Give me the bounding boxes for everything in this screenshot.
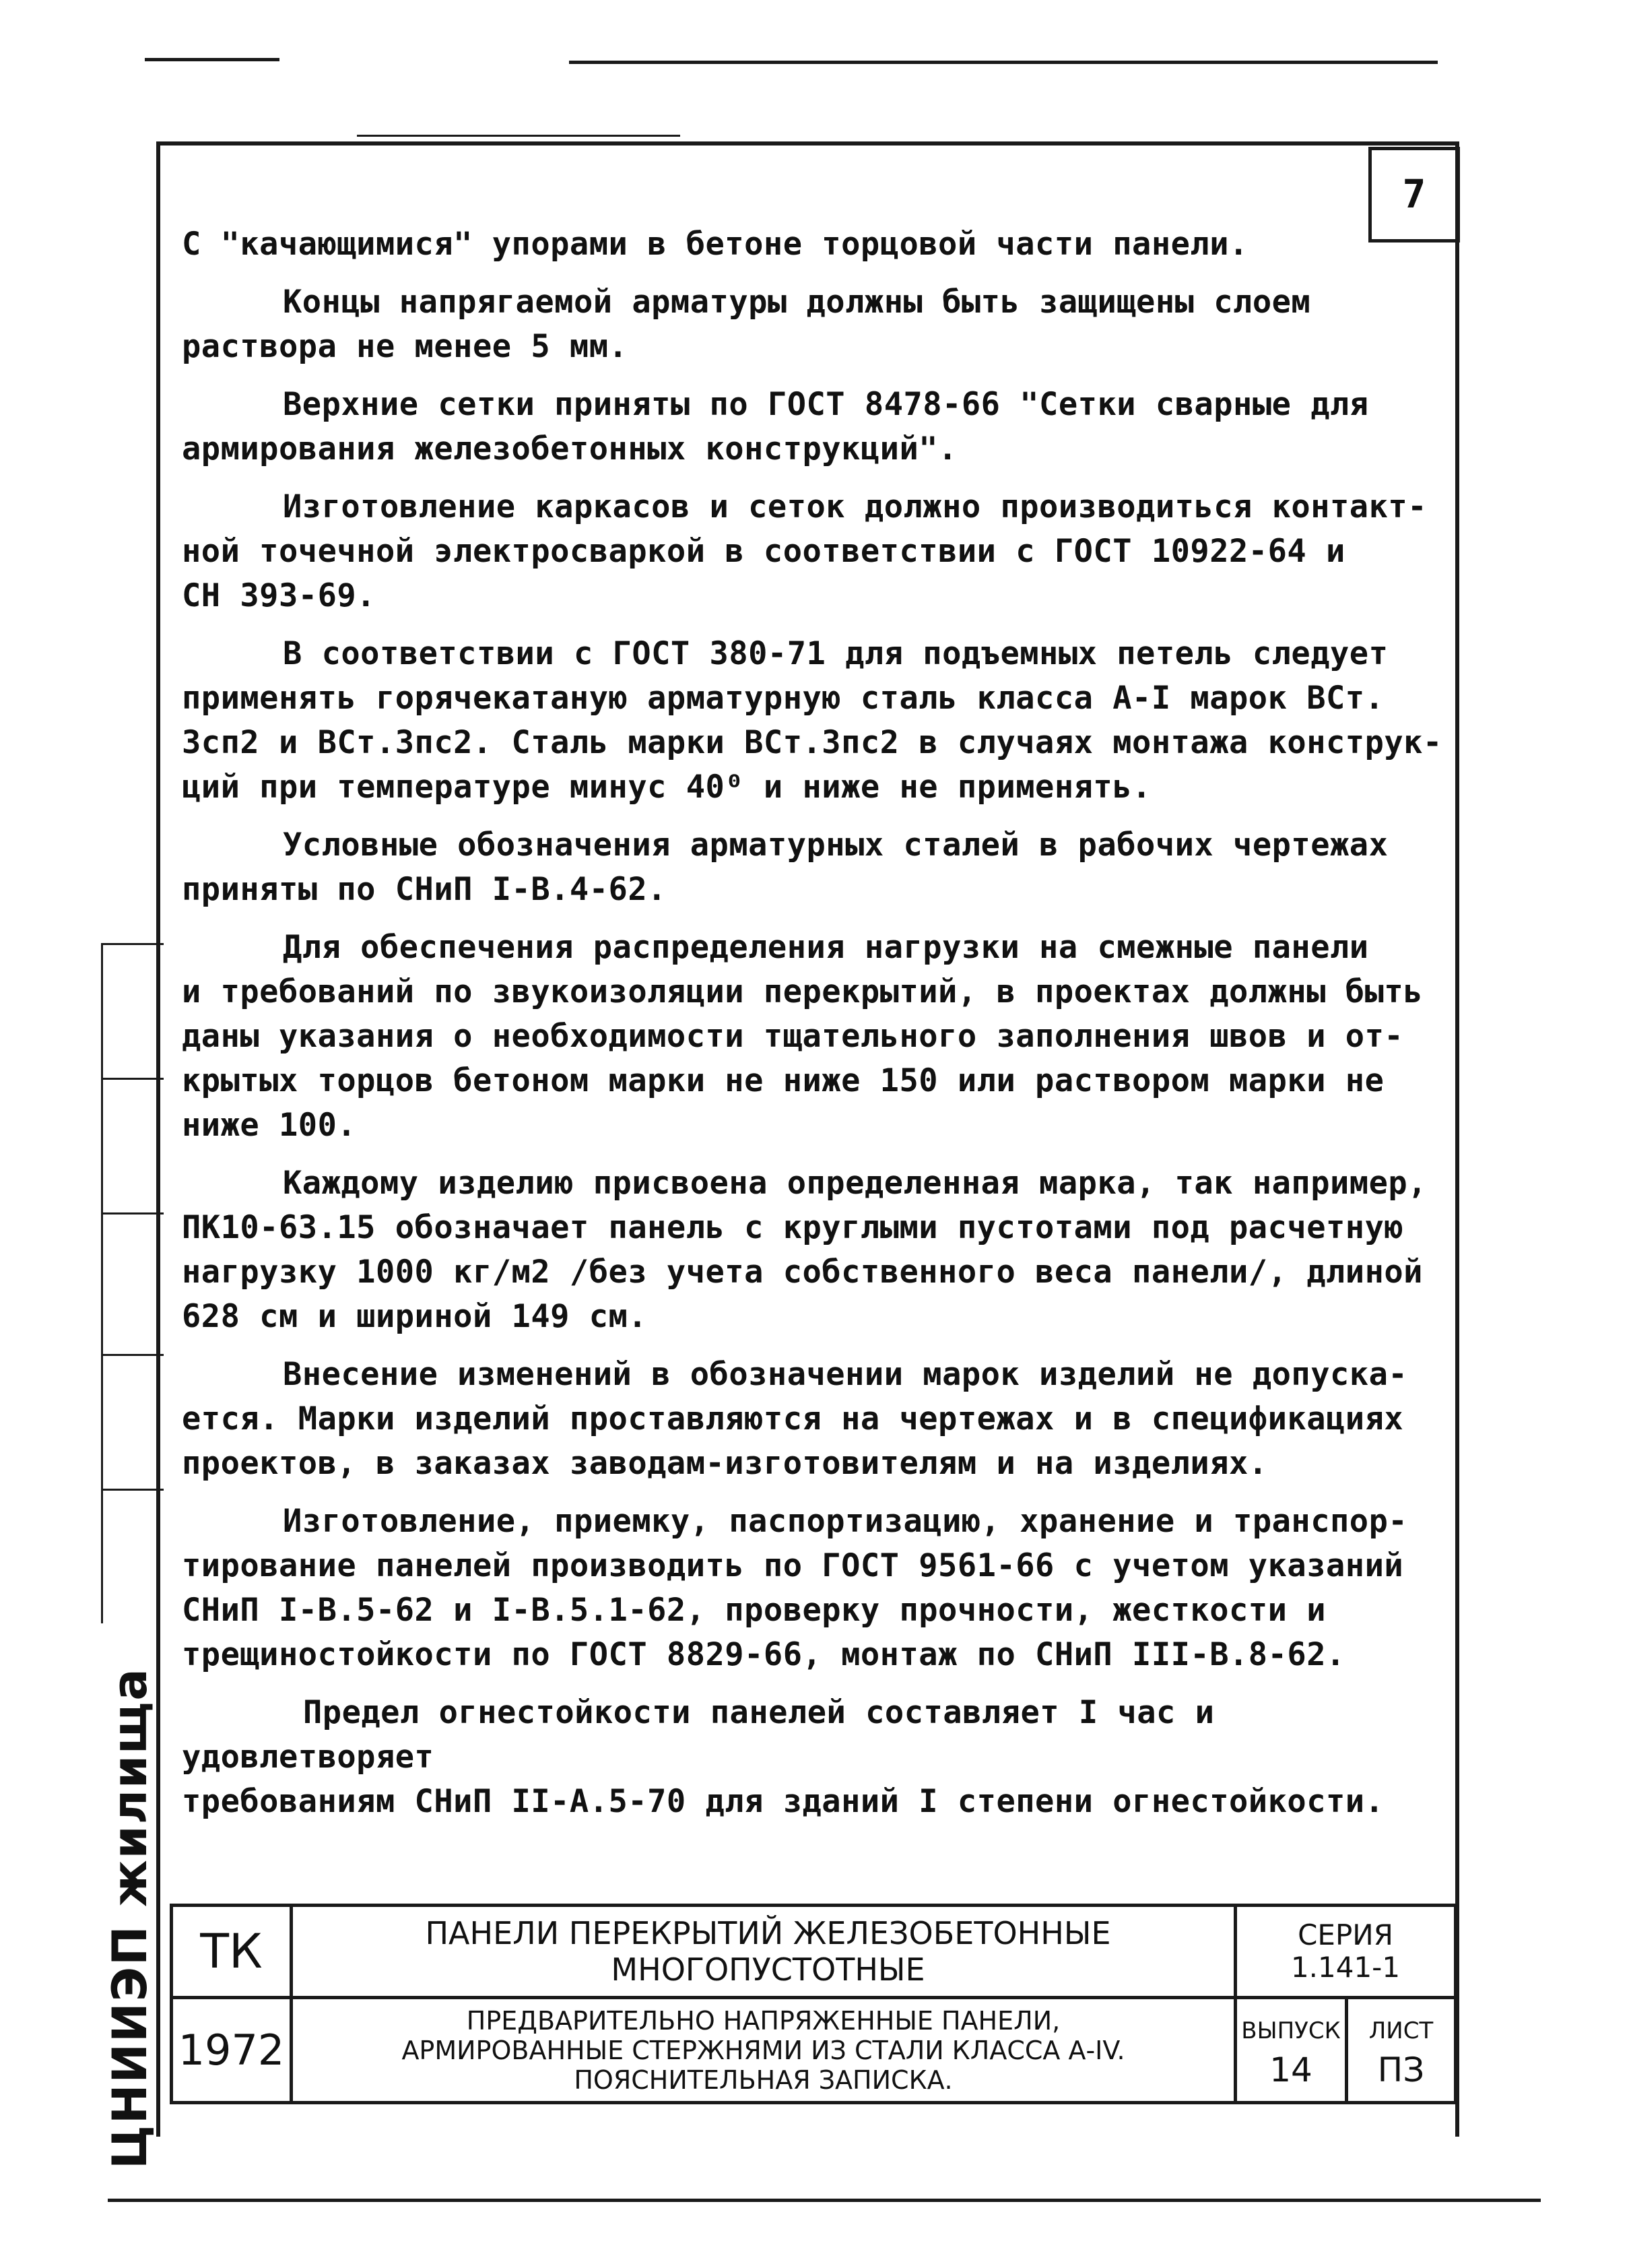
side-stamp-cell xyxy=(103,1489,164,1625)
tb-subtitle-line-1: ПРЕДВАРИТЕЛЬНО НАПРЯЖЕННЫЕ ПАНЕЛИ, xyxy=(466,2005,1061,2036)
page-number: 7 xyxy=(1368,147,1460,242)
top-dash-3 xyxy=(357,135,680,137)
paragraph-7: Для обеспечения распределения нагрузки на смежные панели и требований по звукоизоляции перекрытий, в проектах должны быть даны указания о необходимости тщательного заполнения швов и от- крытых торцов бетоном марки не ниже 150 или раствором марки не ниже 100. xyxy=(182,929,1423,1144)
paragraph-6: Условные обозначения арматурных сталей в рабочих чертежах приняты по СНиП I-В.4-62. xyxy=(182,827,1389,908)
tb-issue xyxy=(1237,1999,1345,2101)
tb-sheet-value: ПЗ xyxy=(1377,2050,1425,2089)
paragraph-8: Каждому изделию присвоена определенная марка, так например, ПК10-63.15 обозначает панель с круглыми пустотами под расчетную нагрузку 1000 кг/м2 /без учета собственного веса панели/, длиной 628 см и шириной 149 см. xyxy=(182,1165,1427,1335)
top-dash-1 xyxy=(145,58,279,61)
paragraph-11: Предел огнестойкости панелей составляет I час и удовлетворяет требованиям СНиП II-А.5-70 для зданий I степени огнестойкости. xyxy=(182,1694,1385,1820)
side-stamp-cell xyxy=(103,1354,164,1491)
top-dash-2 xyxy=(569,61,1438,64)
bottom-rule xyxy=(108,2199,1541,2202)
paragraph-4: Изготовление каркасов и сеток должно производиться контакт- ной точечной электросваркой в соответствии с ГОСТ 10922-64 и СН 393-69. xyxy=(182,488,1427,614)
tb-subtitle-line-2: АРМИРОВАННЫЕ СТЕРЖНЯМИ ИЗ СТАЛИ КЛАССА А-IV. xyxy=(401,2035,1125,2065)
explanatory-note-body xyxy=(182,222,1448,1838)
paragraph-2: Концы напрягаемой арматуры должны быть защищены слоем раствора не менее 5 мм. xyxy=(182,284,1311,365)
side-stamp-cell xyxy=(103,943,164,1080)
tb-sheet xyxy=(1348,1999,1454,2101)
tb-issue-value: 14 xyxy=(1269,2050,1312,2089)
tb-year: 1972 xyxy=(178,2026,285,2075)
tb-subtitle-line-3: ПОЯСНИТЕЛЬНАЯ ЗАПИСКА. xyxy=(574,2065,953,2095)
tb-divider xyxy=(1454,1907,1457,2101)
side-stamp-cell xyxy=(103,1212,164,1356)
tb-code: ТК xyxy=(200,1924,263,1979)
tb-series-value: 1.141-1 xyxy=(1290,1951,1401,1984)
tb-series-label: СЕРИЯ xyxy=(1298,1918,1393,1951)
tb-series xyxy=(1237,1907,1454,1996)
tb-subtitle xyxy=(293,1999,1234,2101)
paragraph-5: В соответствии с ГОСТ 380-71 для подъемных петель следует применять горячекатаную арматурную сталь класса А-I марок ВСт. Зсп2 и ВСт.Зпс2. Сталь марки ВСт.Зпс2 в случаях монтажа конструк- ций при температуре минус 40⁰ и ниже не применять. xyxy=(182,635,1442,806)
side-signature-stamp xyxy=(101,943,165,1623)
institute-stamp: ЦНИИЭП жилища xyxy=(102,1667,158,2169)
side-stamp-cell xyxy=(103,1078,164,1214)
paragraph-10: Изготовление, приемку, паспортизацию, хранение и транспор- тирование панелей производить по ГОСТ 9561-66 с учетом указаний СНиП I-В.5-62 и I-В.5.1-62, проверку прочности, жесткости и трещиностойкости по ГОСТ 8829-66, монтаж по СНиП III-В.8-62. xyxy=(182,1503,1408,1673)
tb-sheet-label: ЛИСТ xyxy=(1368,2017,1434,2044)
tb-title-main: ПАНЕЛИ ПЕРЕКРЫТИЙ ЖЕЛЕЗОБЕТОННЫЕ МНОГОПУСТОТНЫЕ xyxy=(425,1915,1111,1988)
title-block xyxy=(170,1904,1457,2104)
paragraph-3: Верхние сетки приняты по ГОСТ 8478-66 "Сетки сварные для армирования железобетонных конструкций". xyxy=(182,386,1369,467)
paragraph-9: Внесение изменений в обозначении марок изделий не допуска- ется. Марки изделий проставляются на чертежах и в спецификациях проектов, в заказах заводам-изготовителям и на изделиях. xyxy=(182,1356,1408,1482)
paragraph-1: С "качающимися" упорами в бетоне торцовой части панели. xyxy=(182,226,1249,263)
tb-issue-label: ВЫПУСК xyxy=(1241,2017,1341,2044)
